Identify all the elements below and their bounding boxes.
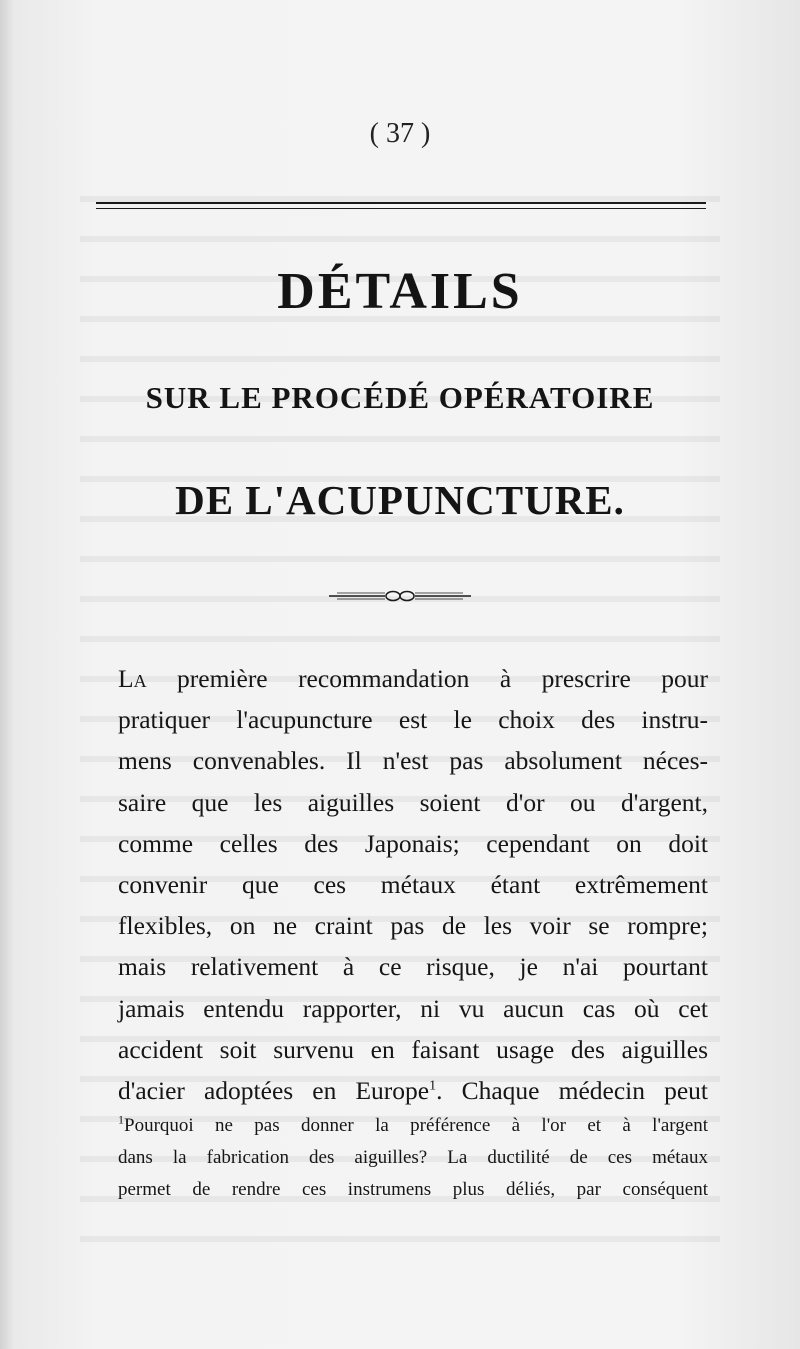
body-line: jamais entendu rapporter, ni vu aucun cas où cet: [118, 993, 708, 1023]
footnote-line: [118, 1110, 708, 1142]
page-gutter-shadow: [0, 0, 14, 1349]
chapter-subtitle-line-2: DE L'ACUPUNCTURE.: [175, 477, 625, 523]
footnote: [118, 1110, 708, 1206]
body-line: mens convenables. Il n'est pas absolument néces-: [118, 746, 708, 776]
body-line-text: d'acier adoptées en Europe: [118, 1075, 430, 1105]
footnote-line: dans la fabrication des aiguilles? La ductilité de ces métaux: [118, 1147, 708, 1168]
body-line: mais relativement à ce risque, je n'ai pourtant: [118, 952, 708, 982]
chapter-title: DÉTAILS: [277, 263, 523, 320]
footnote-line-text: Pourquoi ne pas donner la préférence à l'or et à l'argent: [124, 1115, 708, 1136]
body-paragraph: [118, 658, 708, 1111]
body-line: [118, 658, 708, 699]
header-double-rule: [96, 202, 706, 209]
drop-word: La: [118, 664, 147, 693]
body-line-text: première recommandation à prescrire pour: [146, 664, 708, 693]
body-line-text: . Chaque médecin peut: [436, 1075, 708, 1105]
body-line: comme celles des Japonais; cependant on doit: [118, 828, 708, 858]
body-line: convenir que ces métaux étant extrêmement: [118, 869, 708, 899]
body-line: flexibles, on ne craint pas de les voir se rompre;: [118, 911, 708, 941]
body-line: pratiquer l'acupuncture est le choix des instru-: [118, 705, 708, 735]
body-line: saire que les aiguilles soient d'or ou d'argent,: [118, 787, 708, 817]
footnote-mark: 1: [118, 1112, 124, 1127]
body-line: accident soit survenu en faisant usage des aiguilles: [118, 1034, 708, 1064]
body-line: [118, 1070, 708, 1111]
footnote-reference: 1: [429, 1078, 437, 1094]
ornament-divider-icon: [327, 586, 473, 606]
chapter-subtitle-line-1: SUR LE PROCÉDÉ OPÉRATOIRE: [145, 380, 655, 415]
footnote-line: permet de rendre ces instrumens plus déliés, par conséquent: [118, 1179, 708, 1200]
page-number: ( 37 ): [369, 118, 431, 149]
